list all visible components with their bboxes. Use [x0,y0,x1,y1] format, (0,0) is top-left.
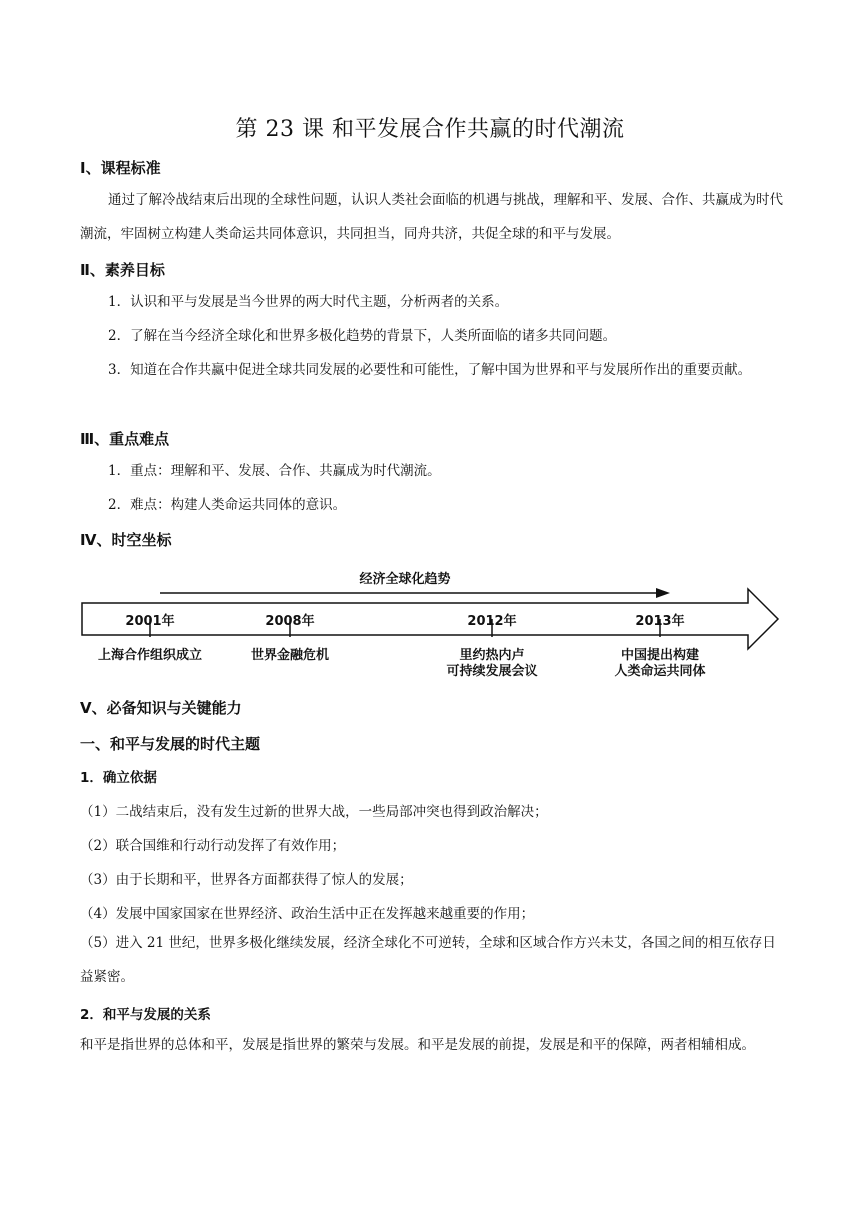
subheading-relation: 2．和平与发展的关系 [80,1007,211,1023]
year-2008: 2008年 [265,614,315,629]
trend-label: 经济全球化趋势 [359,572,451,587]
event-2012-line1: 里约热内卢 [459,648,525,663]
basis-item-4: （4）发展中国家国家在世界经济、政治生活中正在发挥越来越重要的作用； [80,906,535,922]
year-2012: 2012年 [467,614,517,629]
basis-item-5: （5）进入 21 世纪，世界多极化继续发展，经济全球化不可逆转，全球和区域合作方兴未艾，各国之间的相互依存日益紧密。 [80,935,776,985]
year-2013: 2013年 [635,614,685,629]
heading-course-standard: Ⅰ、课程标准 [80,159,161,177]
goal-item-1: 1．认识和平与发展是当今世界的两大时代主题，分析两者的关系。 [108,294,509,310]
key-point-item-2: 2．难点：构建人类命运共同体的意识。 [108,497,347,513]
heading-key-points: Ⅲ、重点难点 [80,430,170,448]
basis-item-2: （2）联合国维和行动行动发挥了有效作用； [80,838,346,854]
event-2012-line2: 可持续发展会议 [446,664,538,679]
course-standard-text: 通过了解冷战结束后出现的全球性问题，认识人类社会面临的机遇与挑战，理解和平、发展、合作、共赢成为时代潮流，牢固树立构建人类命运共同体意识，共同担当，同舟共济，共促全球的和平与发展。 [80,192,783,242]
trend-arrow-head [656,588,670,598]
relation-text: 和平是指世界的总体和平，发展是指世界的繁荣与发展。和平是发展的前提，发展是和平的保障，两者相辅相成。 [80,1037,755,1053]
basis-item-3: （3）由于长期和平，世界各方面都获得了惊人的发展； [80,872,413,888]
basis-item-1: （1）二战结束后，没有发生过新的世界大战，一些局部冲突也得到政治解决； [80,804,548,820]
heading-timeline: Ⅳ、时空坐标 [80,531,172,549]
goal-item-3: 3．知道在合作共赢中促进全球共同发展的必要性和可能性，了解中国为世界和平与发展所作出的重要贡献。 [108,362,752,378]
event-2013-line2: 人类命运共同体 [614,664,706,679]
heading-essential-knowledge: Ⅴ、必备知识与关键能力 [80,699,242,717]
lesson-title: 第 23 课 和平发展合作共赢的时代潮流 [235,117,625,142]
heading-peace-development: 一、和平与发展的时代主题 [80,735,261,753]
event-2008-line1: 世界金融危机 [250,648,329,663]
subheading-basis: 1．确立依据 [80,770,157,786]
event-2013-line1: 中国提出构建 [620,648,699,663]
year-2001: 2001年 [125,614,175,629]
heading-literacy-goals: Ⅱ、素养目标 [80,261,165,279]
key-point-item-1: 1．重点：理解和平、发展、合作、共赢成为时代潮流。 [108,463,441,479]
goal-item-2: 2．了解在当今经济全球化和世界多极化趋势的背景下，人类所面临的诸多共同问题。 [108,328,617,344]
event-2001-line1: 上海合作组织成立 [97,648,202,663]
